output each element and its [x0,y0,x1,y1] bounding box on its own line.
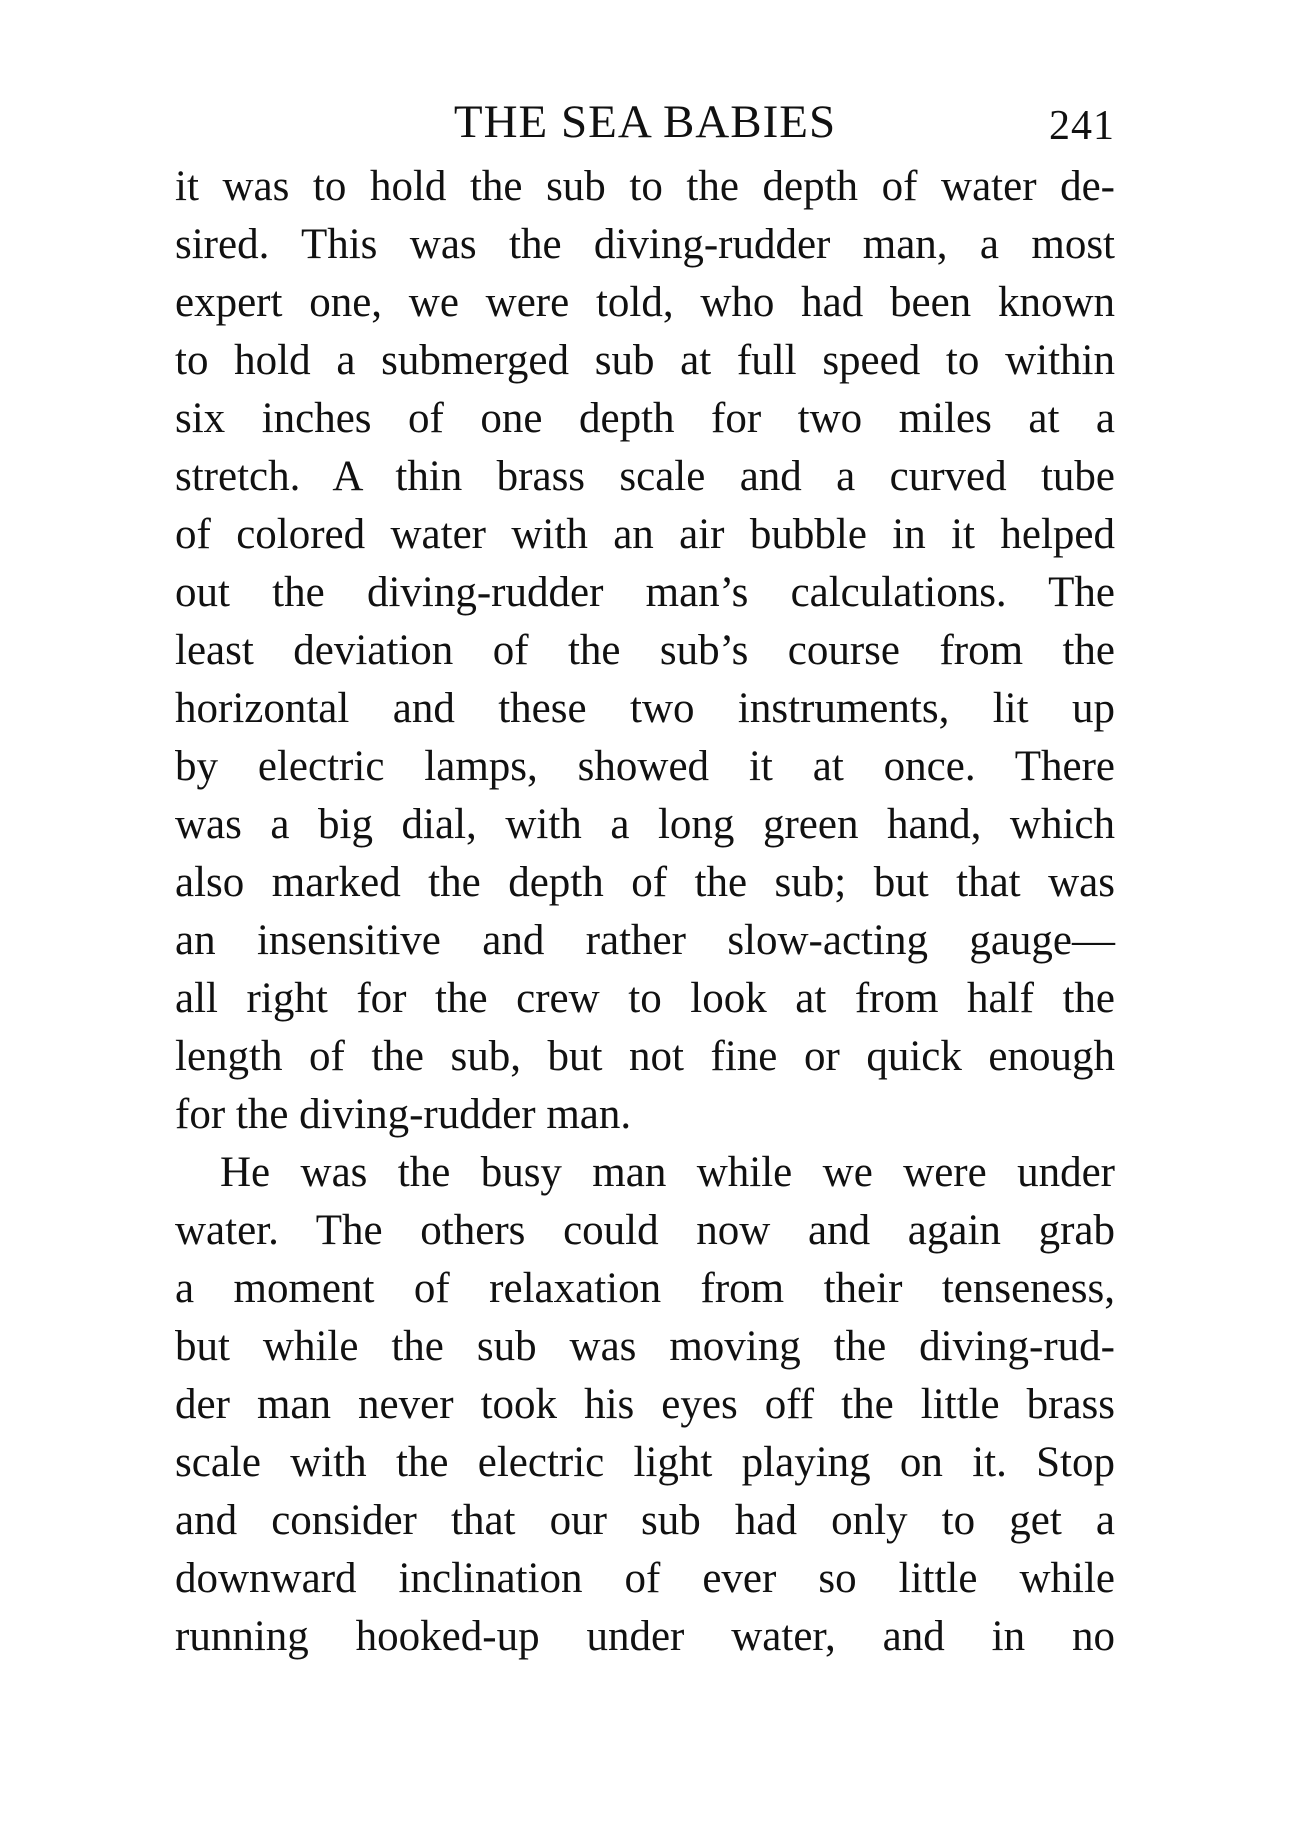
text-line: six inches of one depth for two miles at a [175,395,1115,442]
running-title: THE SEA BABIES [453,96,837,148]
text-line: least deviation of the sub’s course from the [175,627,1115,674]
text-line: water. The others could now and again grab [175,1207,1115,1254]
running-head [175,92,1115,152]
text-line: an insensitive and rather slow-acting gauge— [175,917,1115,964]
body-text [175,158,1115,1666]
text-line: sired. This was the diving-rudder man, a most [175,221,1115,268]
text-line: by electric lamps, showed it at once. There [175,743,1115,790]
text-line: downward inclination of ever so little while [175,1555,1115,1602]
paragraph-1 [175,158,1115,1144]
text-line: He was the busy man while we were under [220,1149,1115,1196]
text-line: horizontal and these two instruments, lit up [175,685,1115,732]
text-line: also marked the depth of the sub; but that was [175,859,1115,906]
text-line: der man never took his eyes off the little brass [175,1381,1115,1428]
text-line: expert one, we were told, who had been known [175,279,1115,326]
text-line: it was to hold the sub to the depth of water de- [175,163,1115,210]
text-line: and consider that our sub had only to get a [175,1497,1115,1544]
text-line: was a big dial, with a long green hand, which [175,801,1115,848]
text-line: to hold a submerged sub at full speed to within [175,337,1115,384]
text-line: all right for the crew to look at from half the [175,975,1115,1022]
text-line: but while the sub was moving the diving-rud- [175,1323,1115,1370]
paragraph-2 [175,1144,1115,1666]
page-number: 241 [1049,103,1115,149]
text-line: scale with the electric light playing on it. Stop [175,1439,1115,1486]
text-line: a moment of relaxation from their tenseness, [175,1265,1115,1312]
text-line: running hooked-up under water, and in no [175,1613,1115,1660]
text-line: stretch. A thin brass scale and a curved tube [175,453,1115,500]
text-line: length of the sub, but not fine or quick enough [175,1033,1115,1080]
text-line: of colored water with an air bubble in it helped [175,511,1115,558]
text-line: for the diving-rudder man. [175,1091,632,1138]
text-line: out the diving-rudder man’s calculations. The [175,569,1115,616]
